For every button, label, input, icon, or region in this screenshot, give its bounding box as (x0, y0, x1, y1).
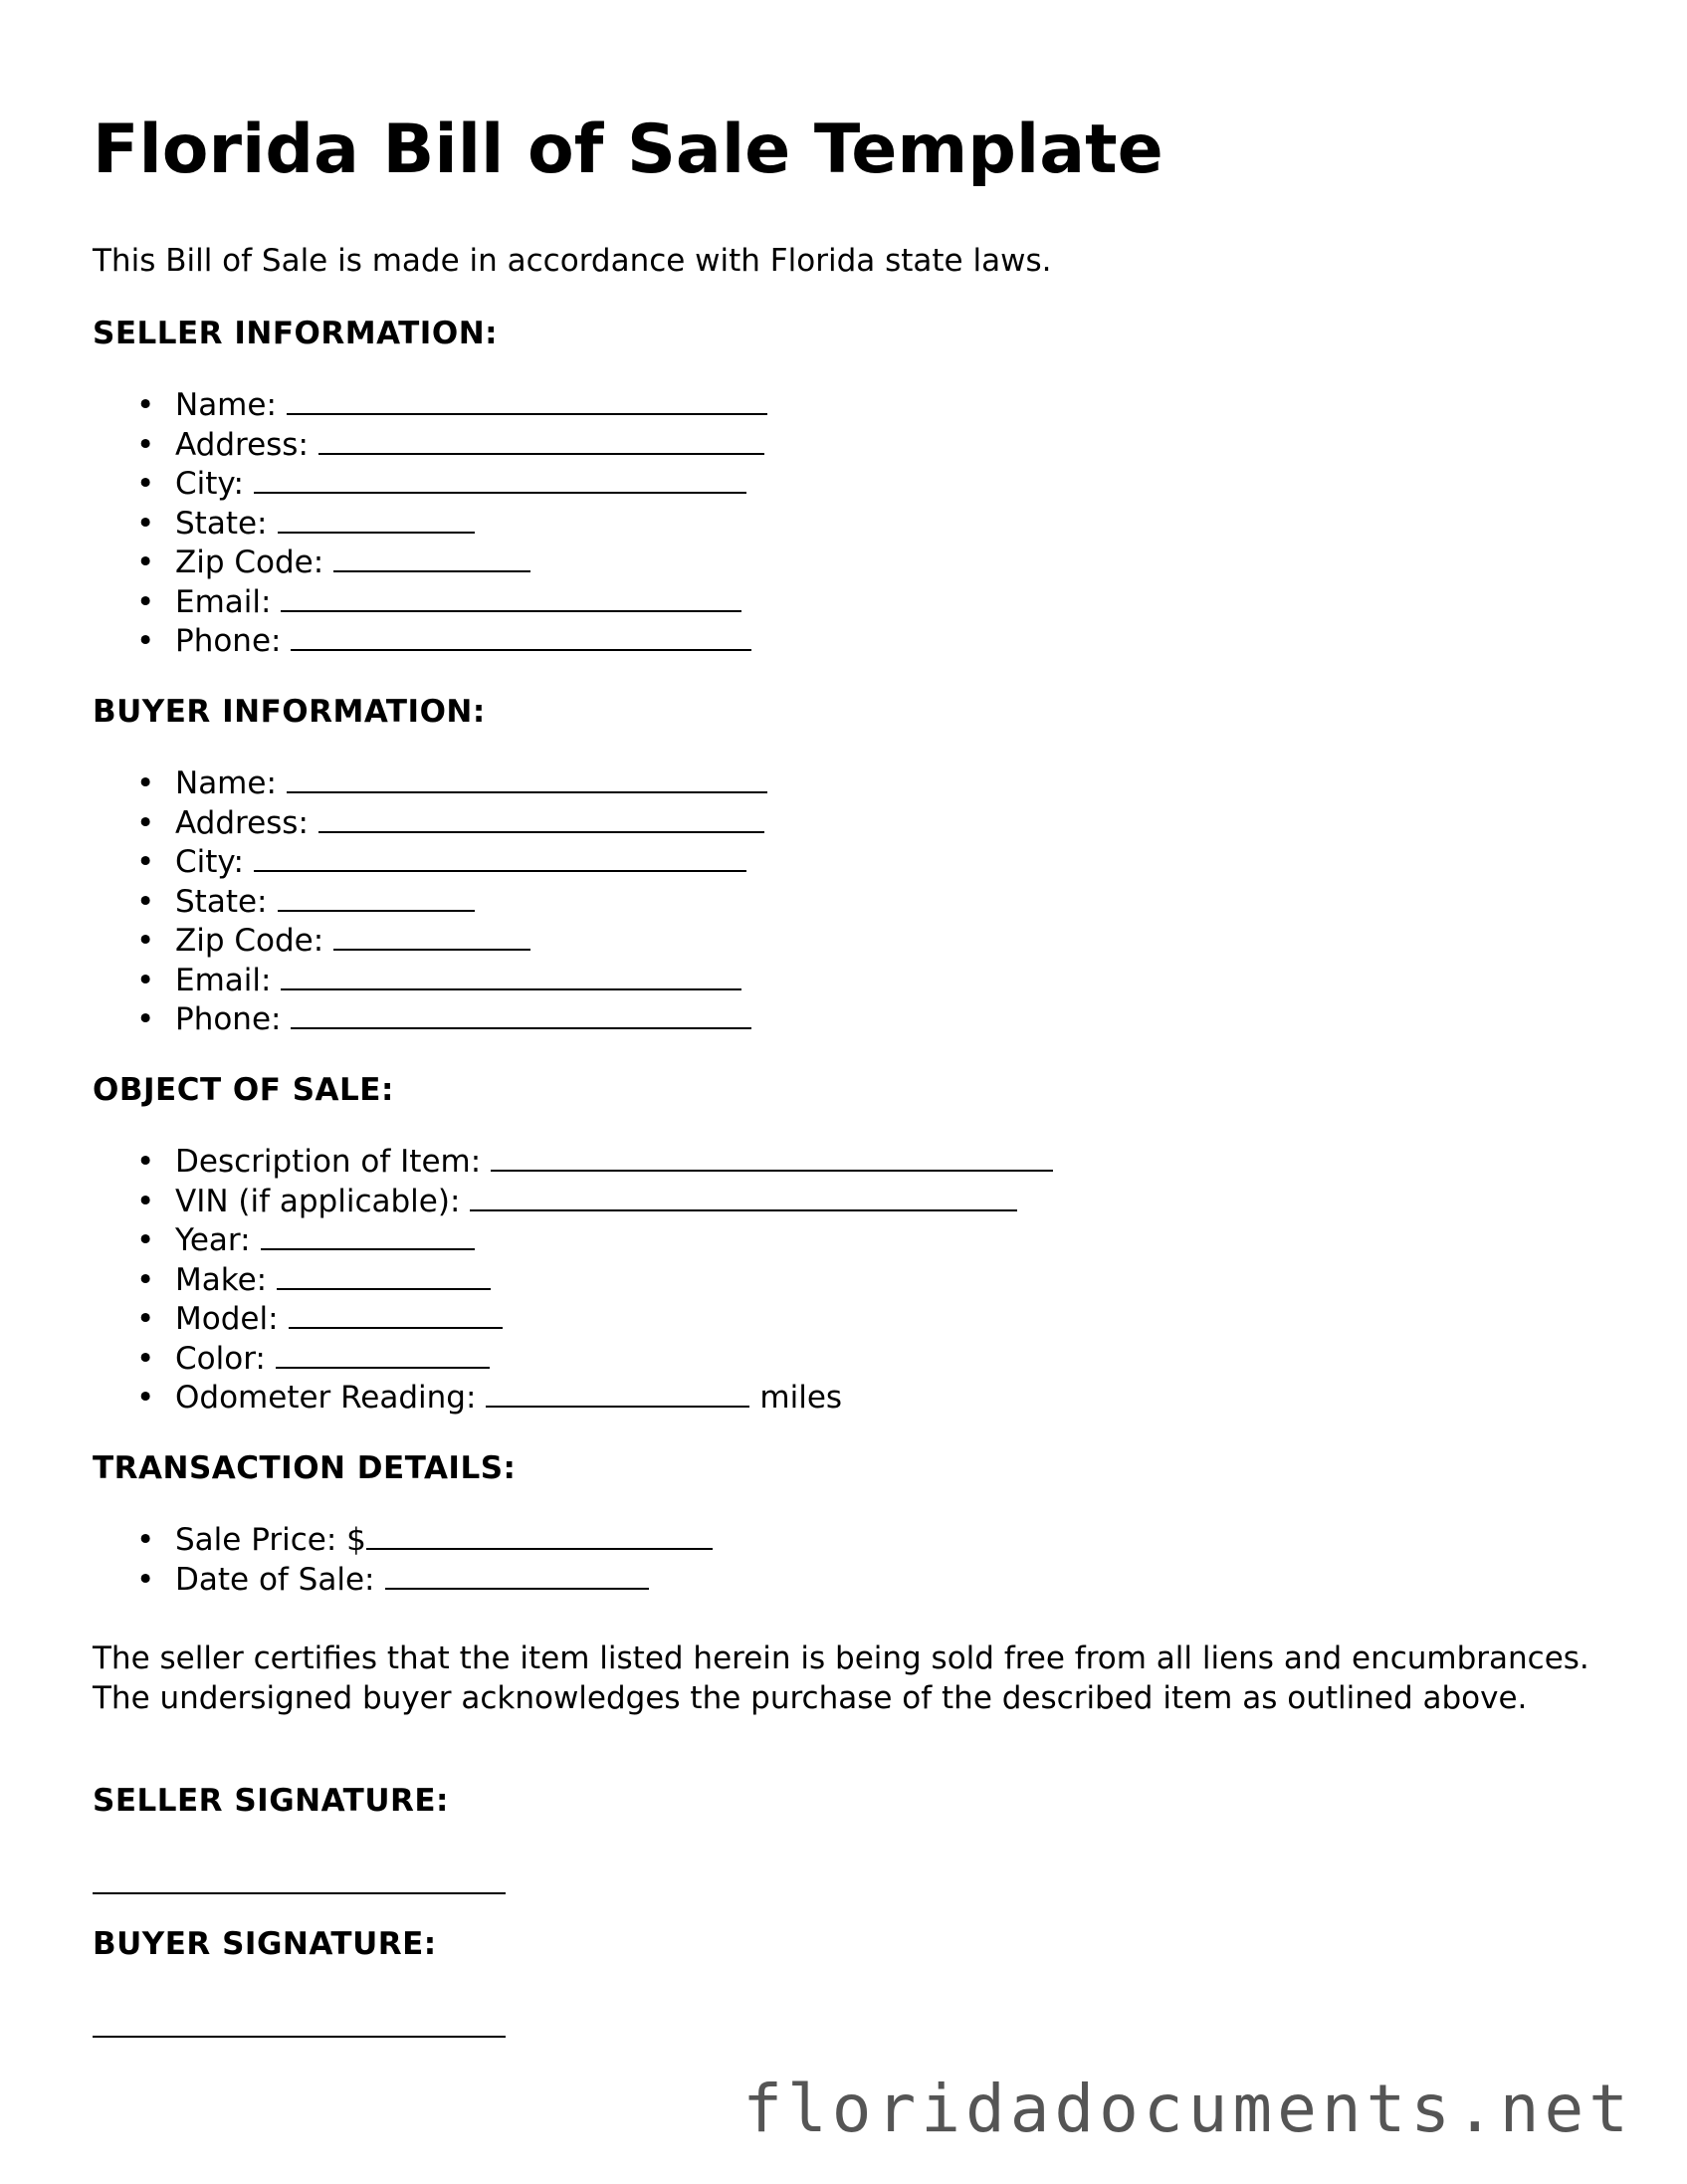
bullet-icon: • (136, 804, 155, 841)
seller-phone-field: • Phone: (93, 622, 767, 662)
object-heading: OBJECT OF SALE: (93, 1072, 394, 1108)
seller-email-field: • Email: (93, 583, 767, 623)
page-title: Florida Bill of Sale Template (93, 110, 1163, 189)
blank-line[interactable] (281, 963, 741, 990)
blank-line[interactable] (470, 1184, 1017, 1211)
bullet-icon: • (136, 1380, 155, 1416)
seller-heading: SELLER INFORMATION: (93, 316, 499, 351)
blank-line[interactable] (491, 1144, 1053, 1172)
blank-line[interactable] (289, 1301, 503, 1329)
color-field: • Color: (93, 1340, 1053, 1380)
buyer-state-field: • State: (93, 883, 767, 923)
seller-address-field: • Address: (93, 426, 767, 466)
buyer-heading: BUYER INFORMATION: (93, 694, 486, 730)
blank-line[interactable] (281, 584, 741, 612)
blank-line[interactable] (333, 923, 530, 951)
bullet-icon: • (136, 387, 155, 423)
bullet-icon: • (136, 583, 155, 620)
blank-line[interactable] (254, 466, 746, 494)
intro-text: This Bill of Sale is made in accordance with Florida state laws. (93, 243, 1052, 279)
object-fields (93, 1143, 1053, 1419)
bullet-icon: • (136, 1261, 155, 1298)
date-of-sale-field: • Date of Sale: (93, 1561, 713, 1601)
watermark: floridadocuments.net (742, 2071, 1633, 2147)
bullet-icon: • (136, 1340, 155, 1377)
odometer-field: • Odometer Reading: miles (93, 1379, 1053, 1419)
bullet-icon: • (136, 1183, 155, 1219)
blank-line[interactable] (261, 1222, 475, 1250)
blank-line[interactable] (276, 1341, 490, 1369)
item-description-field: • Description of Item: (93, 1143, 1053, 1183)
bullet-icon: • (136, 426, 155, 463)
blank-line[interactable] (333, 545, 530, 572)
sale-price-field: • Sale Price: $ (93, 1521, 713, 1561)
make-field: • Make: (93, 1261, 1053, 1301)
buyer-address-field: • Address: (93, 804, 767, 844)
transaction-heading: TRANSACTION DETAILS: (93, 1450, 517, 1486)
blank-line[interactable] (318, 805, 764, 833)
buyer-signature-heading: BUYER SIGNATURE: (93, 1926, 437, 1962)
bullet-icon: • (136, 545, 155, 580)
blank-line[interactable] (385, 1562, 649, 1590)
bullet-icon: • (136, 623, 155, 659)
seller-state-field: • State: (93, 505, 767, 545)
buyer-city-field: • City: (93, 843, 767, 883)
bullet-icon: • (136, 923, 155, 959)
year-field: • Year: (93, 1221, 1053, 1261)
bullet-icon: • (136, 962, 155, 998)
bullet-icon: • (136, 883, 155, 920)
certification-text: The seller certifies that the item listed herein is being sold free from all liens and encumbrances. The undersigned buyer acknowledges the purchase of the described item as outlined above. (93, 1640, 1589, 1716)
seller-city-field: • City: (93, 465, 767, 505)
bullet-icon: • (136, 1222, 155, 1258)
odometer-unit: miles (759, 1380, 843, 1416)
seller-fields (93, 386, 767, 662)
bullet-icon: • (136, 765, 155, 801)
bullet-icon: • (136, 1561, 155, 1598)
model-field: • Model: (93, 1300, 1053, 1340)
buyer-fields (93, 764, 767, 1040)
blank-line[interactable] (291, 623, 751, 651)
bullet-icon: • (136, 844, 155, 880)
buyer-signature-line[interactable] (93, 2036, 506, 2038)
blank-line[interactable] (291, 1001, 751, 1029)
seller-signature-line[interactable] (93, 1892, 506, 1894)
seller-signature-heading: SELLER SIGNATURE: (93, 1783, 449, 1819)
vin-field: • VIN (if applicable): (93, 1183, 1053, 1222)
buyer-name-field: • Name: (93, 764, 767, 804)
blank-line[interactable] (287, 387, 767, 415)
blank-line[interactable] (318, 427, 764, 455)
buyer-zip-field: • Zip Code: (93, 922, 767, 962)
blank-line[interactable] (278, 884, 475, 912)
blank-line[interactable] (486, 1380, 749, 1408)
blank-line[interactable] (278, 506, 475, 534)
blank-line[interactable] (366, 1522, 713, 1550)
bullet-icon: • (136, 1144, 155, 1180)
blank-line[interactable] (277, 1262, 491, 1290)
transaction-fields (93, 1521, 713, 1600)
buyer-phone-field: • Phone: (93, 1000, 767, 1040)
seller-name-field: • Name: (93, 386, 767, 426)
bullet-icon: • (136, 505, 155, 542)
seller-zip-field: • Zip Code: (93, 544, 767, 583)
blank-line[interactable] (287, 765, 767, 793)
bullet-icon: • (136, 1522, 155, 1558)
bullet-icon: • (136, 466, 155, 502)
bullet-icon: • (136, 1301, 155, 1337)
bullet-icon: • (136, 1001, 155, 1037)
blank-line[interactable] (254, 844, 746, 872)
buyer-email-field: • Email: (93, 962, 767, 1001)
